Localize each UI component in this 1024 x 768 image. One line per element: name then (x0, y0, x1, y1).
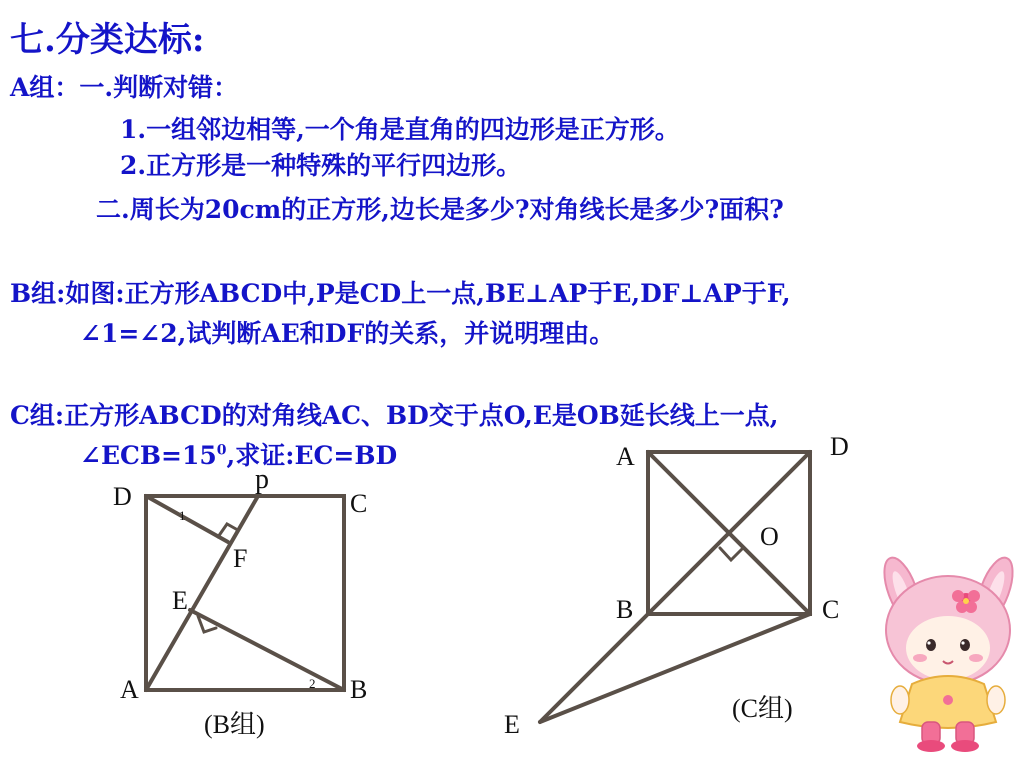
group-a-item-2: 2.正方形是一种特殊的平行四边形。 (120, 151, 522, 180)
figure-b-line-be (190, 610, 344, 690)
figure-b-label-angle1: 1 (179, 508, 186, 523)
figure-c-label-a: A (616, 442, 635, 471)
figure-b-label-b: B (350, 675, 368, 704)
group-b-line-2: ∠1=∠2,试判断AE和DF的关系，并说明理由。 (80, 319, 615, 348)
figure-c-line-be (540, 614, 648, 722)
figure-c (540, 452, 810, 722)
figure-b-label-e: E (172, 586, 188, 615)
figure-c-label-b: B (616, 595, 634, 624)
figure-b-label-angle2: 2 (309, 676, 316, 691)
figure-b-label-c: C (350, 489, 368, 518)
figure-c-label-d: D (830, 432, 849, 461)
group-c-line-1: C组:正方形ABCD的对角线AC、BD交于点O,E是OB延长线上一点, (10, 401, 779, 430)
bunny-girl-mascot-icon (877, 553, 1020, 752)
group-b-line-1: B组:如图:正方形ABCD中,P是CD上一点,BE⊥AP于E,DF⊥AP于F, (10, 279, 791, 308)
group-c-line-2-pre: ∠ECB=15 (80, 441, 217, 470)
figure-b-label-f: F (233, 544, 248, 573)
figure-b-line-ap (146, 496, 258, 690)
figure-c-right-angle-o (720, 548, 743, 560)
figure-c-label-o: O (760, 522, 779, 551)
figure-b-caption: (B组) (204, 710, 265, 739)
group-c-line-2-sup: 0 (216, 442, 227, 459)
figure-b-label-p: p (255, 464, 269, 495)
figure-b-label-a: A (120, 675, 139, 704)
group-a-item-1: 1.一组邻边相等,一个角是直角的四边形是正方形。 (120, 115, 680, 144)
figure-c-caption: (C组) (732, 694, 793, 723)
group-a-item-3: 二.周长为20cm的正方形,边长是多少?对角线长是多少?面积? (96, 195, 784, 224)
group-c-line-2-post: ,求证:EC=BD (226, 441, 398, 470)
figure-c-label-c: C (822, 595, 840, 624)
figure-b-line-df (146, 496, 228, 542)
group-a-heading: A组：一.判断对错： (10, 73, 239, 102)
slide-title: 七.分类达标: (10, 20, 205, 60)
figure-b-label-d: D (113, 482, 132, 511)
figure-c-label-e: E (504, 710, 520, 739)
